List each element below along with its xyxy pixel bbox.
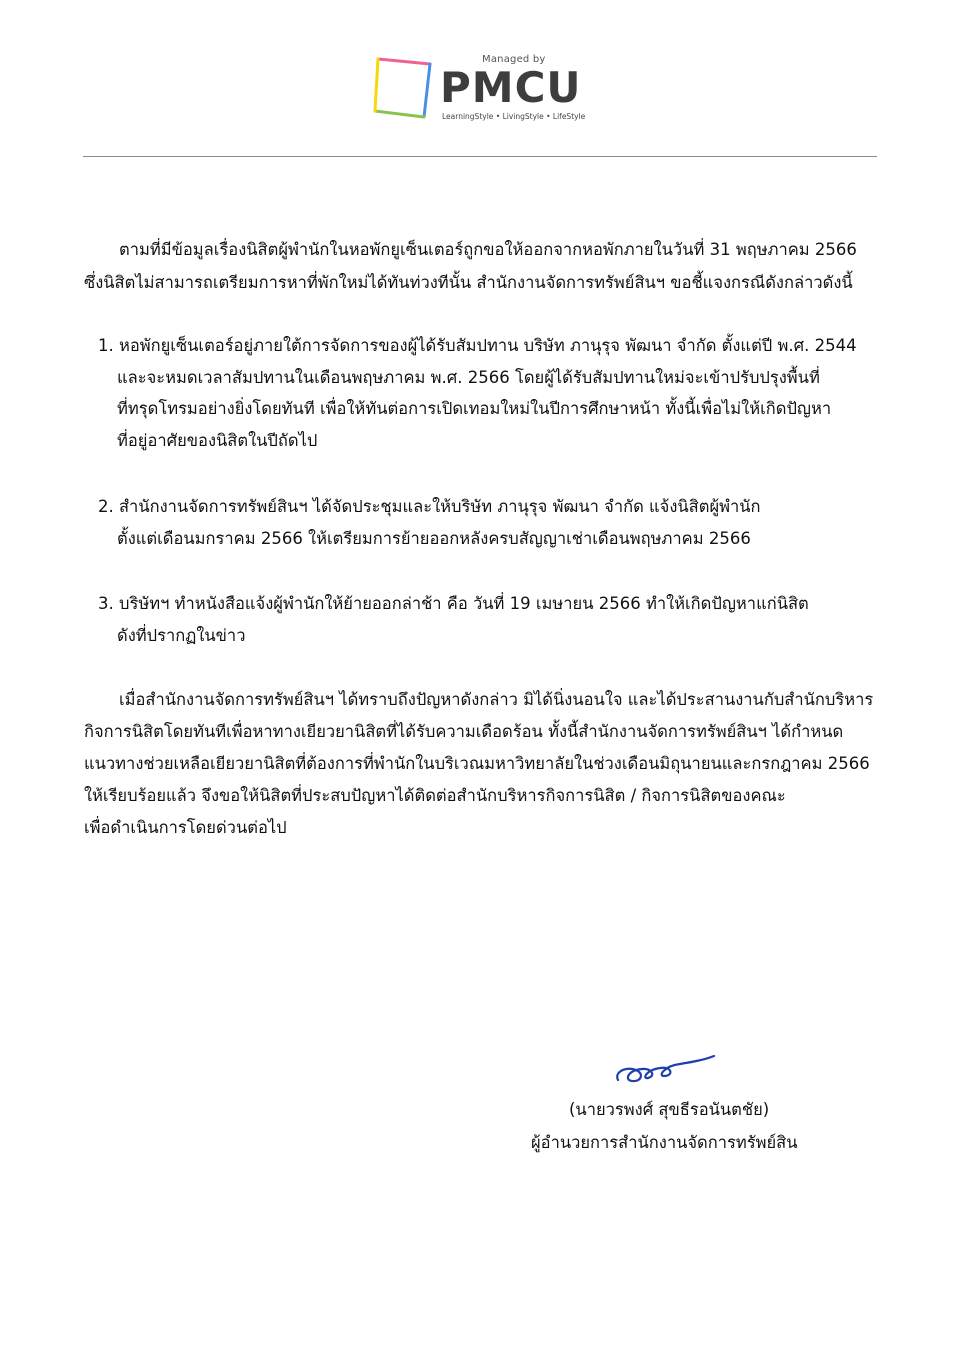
logo-frame-icon (372, 56, 434, 120)
point-3-line: ดังที่ปรากฏในข่าว (117, 626, 246, 645)
closing-line: เพื่อดำเนินการโดยด่วนต่อไป (84, 818, 287, 837)
closing-line: กิจการนิสิตโดยทันทีเพื่อหาทางเยียวยานิสิตที่ได้รับความเดือดร้อน ทั้งนี้สำนักงานจัดการทรัพย์สินฯ ได้กำหนด (84, 722, 844, 741)
brand-tagline: LearningStyle • LivingStyle • LifeStyle (442, 112, 586, 121)
intro-line: ซึ่งนิสิตไม่สามารถเตรียมการหาที่พักใหม่ได้ทันท่วงทีนั้น สำนักงานจัดการทรัพย์สินฯ ขอชี้แจงกรณีดังกล่าวดังนี้ (84, 273, 853, 292)
closing-line: แนวทางช่วยเหลือเยียวยานิสิตที่ต้องการที่พำนักในบริเวณมหาวิทยาลัยในช่วงเดือนมิถุนายนและกรกฎาคม 2566 (84, 754, 870, 773)
managed-by-label: Managed by (482, 54, 546, 65)
point-1-line: 1. หอพักยูเซ็นเตอร์อยู่ภายใต้การจัดการของผู้ได้รับสัมปทาน บริษัท ภานุรุจ พัฒนา จำกัด ตั้งแต่ปี พ.ศ. 2544 (98, 336, 857, 355)
closing-line: ให้เรียบร้อยแล้ว จึงขอให้นิสิตที่ประสบปัญหาได้ติดต่อสำนักบริหารกิจการนิสิต / กิจการนิสิตของคณะ (84, 786, 786, 805)
header-divider (83, 156, 877, 157)
point-1-line: ที่ทรุดโทรมอย่างยิ่งโดยทันที เพื่อให้ทันต่อการเปิดเทอมใหม่ในปีการศึกษาหน้า ทั้งนี้เพื่อไม่ให้เกิดปัญหา (117, 399, 832, 418)
point-1-line: และจะหมดเวลาสัมปทานในเดือนพฤษภาคม พ.ศ. 2566 โดยผู้ได้รับสัมปทานใหม่จะเข้าปรับปรุงพื้นที่ (117, 368, 820, 387)
signatory-title: ผู้อำนวยการสำนักงานจัดการทรัพย์สิน (531, 1133, 798, 1152)
handwritten-signature (612, 1052, 720, 1088)
pmcu-logo (372, 52, 596, 124)
brand-name: PMCU (440, 63, 582, 112)
closing-line: เมื่อสำนักงานจัดการทรัพย์สินฯ ได้ทราบถึงปัญหาดังกล่าว มิได้นิ่งนอนใจ และได้ประสานงานกับสำนักบริหาร (119, 690, 874, 709)
point-2-line: ตั้งแต่เดือนมกราคม 2566 ให้เตรียมการย้ายออกหลังครบสัญญาเช่าเดือนพฤษภาคม 2566 (117, 529, 751, 548)
signatory-name: (นายวรพงศ์ สุขธีรอนันตชัย) (569, 1100, 770, 1119)
point-2-line: 2. สำนักงานจัดการทรัพย์สินฯ ได้จัดประชุมและให้บริษัท ภานุรุจ พัฒนา จำกัด แจ้งนิสิตผู้พำนัก (98, 497, 761, 516)
intro-line: ตามที่มีข้อมูลเรื่องนิสิตผู้พำนักในหอพักยูเซ็นเตอร์ถูกขอให้ออกจากหอพักภายในวันที่ 31 พฤษภาคม 2566 (119, 240, 857, 259)
point-3-line: 3. บริษัทฯ ทำหนังสือแจ้งผู้พำนักให้ย้ายออกล่าช้า คือ วันที่ 19 เมษายน 2566 ทำให้เกิดปัญหาแก่นิสิต (98, 594, 809, 613)
point-1-line: ที่อยู่อาศัยของนิสิตในปีถัดไป (117, 431, 318, 450)
